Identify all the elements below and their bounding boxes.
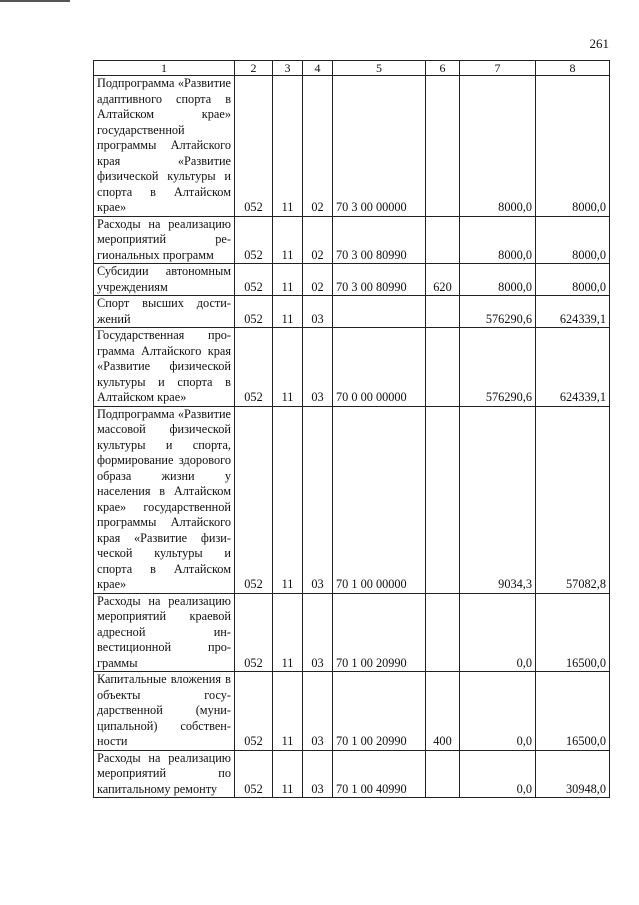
target-article: 70 3 00 80990 (333, 264, 426, 296)
header-row (94, 61, 610, 76)
row-name: Капитальные вложения в объекты государственной (муниципальной) собственности (94, 672, 235, 751)
row-name: Подпрограмма «Развитие адаптивного спорта в Алтайском крае» государственной программы Алтайского края «Развитие физической культуры и спорта в Алтайском крае» (94, 76, 235, 217)
table-row (94, 296, 610, 328)
column-header-6: 6 (426, 61, 460, 76)
target-article: 70 1 00 20990 (333, 672, 426, 751)
table-row (94, 328, 610, 407)
subsection-code: 02 (303, 264, 333, 296)
column-header-2: 2 (235, 61, 273, 76)
chapter-code: 052 (235, 593, 273, 672)
table-row (94, 672, 610, 751)
table-row (94, 750, 610, 798)
amount-year-1: 0,0 (460, 672, 536, 751)
row-name: Расходы на реализацию мероприятий региональных программ (94, 216, 235, 264)
column-header-7: 7 (460, 61, 536, 76)
target-article (333, 296, 426, 328)
table-row (94, 593, 610, 672)
chapter-code: 052 (235, 216, 273, 264)
page-number: 261 (589, 36, 609, 51)
subsection-code: 02 (303, 76, 333, 217)
table-body (94, 76, 610, 798)
expense-type (426, 750, 460, 798)
chapter-code: 052 (235, 328, 273, 407)
section-code: 11 (273, 76, 303, 217)
expense-type: 620 (426, 264, 460, 296)
amount-year-1: 0,0 (460, 750, 536, 798)
target-article: 70 0 00 00000 (333, 328, 426, 407)
amount-year-2: 8000,0 (536, 264, 610, 296)
row-name: Субсидии автономным учреждениям (94, 264, 235, 296)
amount-year-1: 0,0 (460, 593, 536, 672)
column-header-3: 3 (273, 61, 303, 76)
amount-year-1: 576290,6 (460, 328, 536, 407)
amount-year-2: 624339,1 (536, 328, 610, 407)
column-header-1: 1 (94, 61, 235, 76)
section-code: 11 (273, 406, 303, 593)
subsection-code: 03 (303, 296, 333, 328)
row-name: Расходы на реализацию мероприятий по капитальному ремонту (94, 750, 235, 798)
expense-type (426, 216, 460, 264)
expense-type (426, 76, 460, 217)
section-code: 11 (273, 216, 303, 264)
section-code: 11 (273, 296, 303, 328)
budget-table (93, 60, 610, 798)
amount-year-2: 8000,0 (536, 76, 610, 217)
amount-year-2: 624339,1 (536, 296, 610, 328)
amount-year-2: 16500,0 (536, 593, 610, 672)
table-row (94, 264, 610, 296)
subsection-code: 03 (303, 672, 333, 751)
row-name: Государственная программа Алтайского края «Развитие физической культуры и спорта в Алтайском крае» (94, 328, 235, 407)
amount-year-1: 576290,6 (460, 296, 536, 328)
amount-year-1: 8000,0 (460, 76, 536, 217)
amount-year-2: 16500,0 (536, 672, 610, 751)
column-header-8: 8 (536, 61, 610, 76)
expense-type: 400 (426, 672, 460, 751)
amount-year-1: 9034,3 (460, 406, 536, 593)
expense-type (426, 593, 460, 672)
subsection-code: 03 (303, 750, 333, 798)
subsection-code: 03 (303, 328, 333, 407)
expense-type (426, 328, 460, 407)
amount-year-2: 8000,0 (536, 216, 610, 264)
chapter-code: 052 (235, 296, 273, 328)
subsection-code: 03 (303, 406, 333, 593)
subsection-code: 02 (303, 216, 333, 264)
chapter-code: 052 (235, 406, 273, 593)
table-row (94, 216, 610, 264)
row-name: Расходы на реализацию мероприятий краевой адресной инвестиционной программы (94, 593, 235, 672)
column-header-4: 4 (303, 61, 333, 76)
row-name: Подпрограмма «Развитие массовой физической культуры и спорта, формирование здорового образа жизни у населения в Алтайском крае» государственной программы Алтайского края «Развитие физической культуры и спорта в Алтайском крае» (94, 406, 235, 593)
column-header-5: 5 (333, 61, 426, 76)
target-article: 70 1 00 20990 (333, 593, 426, 672)
amount-year-2: 57082,8 (536, 406, 610, 593)
section-code: 11 (273, 593, 303, 672)
chapter-code: 052 (235, 750, 273, 798)
table-row (94, 406, 610, 593)
expense-type (426, 406, 460, 593)
target-article: 70 3 00 80990 (333, 216, 426, 264)
table-row (94, 76, 610, 217)
target-article: 70 1 00 40990 (333, 750, 426, 798)
target-article: 70 1 00 00000 (333, 406, 426, 593)
amount-year-1: 8000,0 (460, 264, 536, 296)
section-code: 11 (273, 264, 303, 296)
section-code: 11 (273, 328, 303, 407)
chapter-code: 052 (235, 264, 273, 296)
expense-type (426, 296, 460, 328)
target-article: 70 3 00 00000 (333, 76, 426, 217)
chapter-code: 052 (235, 672, 273, 751)
amount-year-1: 8000,0 (460, 216, 536, 264)
subsection-code: 03 (303, 593, 333, 672)
amount-year-2: 30948,0 (536, 750, 610, 798)
section-code: 11 (273, 750, 303, 798)
row-name: Спорт высших достижений (94, 296, 235, 328)
section-code: 11 (273, 672, 303, 751)
scan-edge-mark (0, 0, 70, 2)
chapter-code: 052 (235, 76, 273, 217)
